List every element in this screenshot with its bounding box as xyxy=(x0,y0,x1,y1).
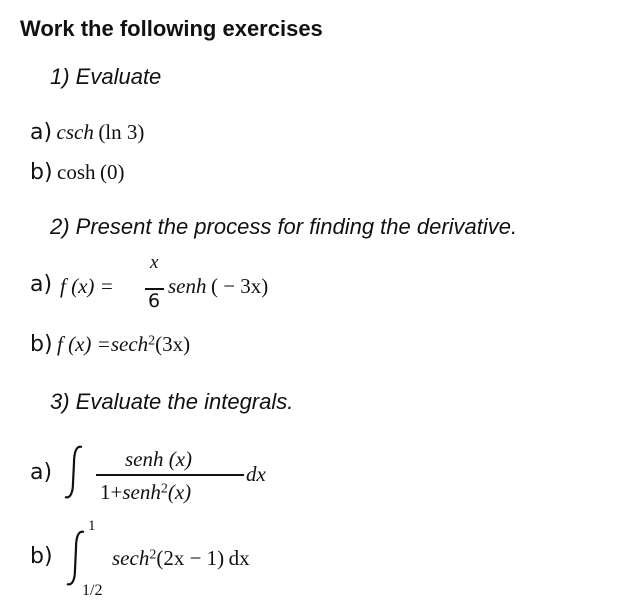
fraction-bar xyxy=(96,474,244,476)
integrand xyxy=(112,546,250,571)
exercise-2b xyxy=(30,332,190,357)
denominator-prefix: 1+ xyxy=(100,480,123,504)
section-2-heading: 2) Present the process for finding the derivative. xyxy=(50,214,518,239)
exercise-label: a) xyxy=(30,460,53,485)
exponent: 2 xyxy=(149,547,157,563)
page-title: Work the following exercises xyxy=(20,16,323,41)
exercise-label: b) xyxy=(30,160,53,185)
function-lhs: f (x) = xyxy=(57,332,111,356)
function-argument: (3x) xyxy=(155,332,191,356)
function-name: senh xyxy=(122,480,161,504)
function-argument: (x) xyxy=(167,480,192,504)
exercise-label: b) xyxy=(30,332,53,357)
integral-upper-limit: 1 xyxy=(88,518,96,534)
exercise-label: a) xyxy=(30,272,53,297)
exercise-label: a) xyxy=(30,120,53,145)
fraction-denominator xyxy=(100,480,191,505)
fraction-numerator: x xyxy=(150,252,159,273)
function-name: sech xyxy=(110,332,149,356)
function-lhs: f (x) = xyxy=(60,274,114,298)
fraction-denominator: 6 xyxy=(148,290,161,312)
function-name: senh xyxy=(168,274,207,298)
function-argument: (ln 3) xyxy=(98,120,145,144)
section-3-heading: 3) Evaluate the integrals. xyxy=(50,389,294,414)
exercise-label: b) xyxy=(30,544,53,569)
function-argument: ( − 3x) xyxy=(210,274,269,298)
function-name: cosh xyxy=(57,160,96,184)
section-1-heading: 1) Evaluate xyxy=(50,64,162,89)
exercise-1a xyxy=(30,120,144,145)
function-name: sech xyxy=(112,546,150,570)
integral-lower-limit: 1/2 xyxy=(82,582,103,599)
exercise-1b xyxy=(30,160,124,185)
function-argument: (0) xyxy=(99,160,125,184)
fraction-numerator: senh (x) xyxy=(125,447,193,471)
function-term xyxy=(168,274,268,299)
integral-sign-icon xyxy=(64,528,90,588)
differential: dx xyxy=(228,546,250,570)
exponent: 2 xyxy=(160,481,168,497)
function-name: csch xyxy=(56,120,94,144)
integral-sign-icon xyxy=(62,443,88,501)
exponent: 2 xyxy=(148,333,156,349)
function-argument: (2x − 1) xyxy=(156,546,225,570)
differential: dx xyxy=(246,462,266,486)
